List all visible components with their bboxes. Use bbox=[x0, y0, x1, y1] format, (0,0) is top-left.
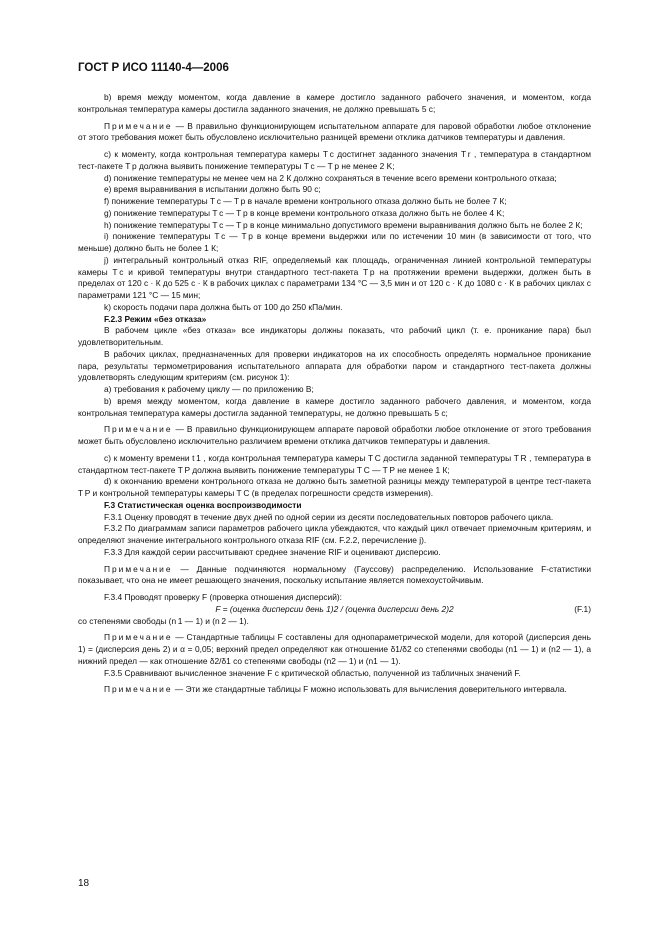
paragraph: h) понижение температуры T c — T p в конце минимально допустимого времени выравнивания должно быть не более 2 К; bbox=[104, 219, 583, 230]
page-number: 18 bbox=[78, 878, 90, 889]
paragraph: e) время выравнивания в испытании должно быть 90 с; bbox=[104, 184, 321, 195]
note-label: Примечание bbox=[104, 632, 173, 643]
paragraph: c) к моменту, когда контрольная температура камеры T c достигнет заданного значения T r , температура в стандартном тест-пакете T p должна выявить понижение температуры T c — T p не менее 2 K; bbox=[78, 149, 591, 171]
note-label: Примечание bbox=[104, 563, 173, 574]
note-text: — В правильно функционирующем аппарате паровой обработки любое отклонение от этого требования может быть обусловлено исключительно различием времени отклика датчиков температуры и давления. bbox=[78, 424, 591, 446]
paragraph: F.3.4 Проводят проверку F (проверка отношения дисперсий): bbox=[104, 592, 343, 602]
document-body bbox=[78, 92, 591, 696]
paragraph: В рабочем цикле «без отказа» все индикаторы должны показать, что рабочий цикл (т. е. проникание пара) был удовлетворительным. bbox=[78, 325, 591, 347]
note-text: — Данные подчиняются нормальному (Гауссову) распределению. Использование F-статистики показывает, что она не имеет решающего значения, поскольку испытание является помехоустойчивым. bbox=[78, 563, 591, 586]
paragraph: F.3.1 Оценку проводят в течение двух дней по одной серии из десяти последовательных повторов рабочего цикла. bbox=[104, 511, 554, 522]
section-heading: F.3 Статистическая оценка воспроизводимости bbox=[104, 499, 302, 510]
note-text: — Эти же стандартные таблицы F можно использовать для вычисления доверительного интервала. bbox=[172, 684, 567, 695]
paragraph: c) к моменту времени t 1 , когда контрольная температура камеры T C достигла заданной температуры T R , температура в стандартном тест-пакете T P должна выявить понижение температуры T C — T P не менее 1 К; bbox=[78, 452, 591, 475]
paragraph: d) к окончанию времени контрольного отказа не должно быть заметной разницы между температурой в центре тест-пакета T P и контрольной температуры камеры T C (в пределах погрешности средств измерения). bbox=[78, 476, 591, 498]
paragraph: F.3.5 Сравнивают вычисленное значение F с критической областью, полученной из табличных значений F. bbox=[104, 667, 521, 678]
page-header: ГОСТ Р ИСО 11140-4—2006 bbox=[78, 62, 229, 74]
paragraph: i) понижение температуры T c — T p в конце времени выдержки или по истечении 10 мин (в зависимости от того, что меньше) должно быть не более 1 К; bbox=[78, 231, 591, 253]
paragraph: со степенями свободы (n 1 — 1) и (n 2 — 1). bbox=[78, 615, 249, 626]
section-heading: F.2.3 Режим «без отказа» bbox=[104, 313, 207, 324]
note-label: Примечание bbox=[104, 120, 173, 131]
paragraph: j) интегральный контрольный отказ RIF, определяемый как площадь, ограниченная линией контрольной температуры камеры T c и кривой температуры внутри стандартного тест-пакета T p на протяжении времени выдержки, должен быть в пределах от 120 с · К до 525 с · К в рабочих циклах с параметрами 134 °C — 3,5 мин и от 120 с · К до 1080 с · К в рабочих циклах с параметрами 121 °C — 15 мин; bbox=[78, 254, 591, 300]
formula-text: F = (оценка дисперсии день 1)2 / (оценка дисперсии день 2)2 bbox=[215, 603, 454, 614]
paragraph: d) понижение температуры не менее чем на 2 К должно сохраняться в течение всего времени контрольного отказа; bbox=[104, 172, 557, 183]
paragraph: a) требования к рабочему циклу — по приложению В; bbox=[104, 384, 314, 394]
paragraph: В рабочих циклах, предназначенных для проверки индикаторов на их способность определять нормальное проникание пара, результаты термометрирования испытательного аппарата для обработки паром и стандартного тест-пакета должны удовлетворять следующим критериям (см. рисунок 1): bbox=[78, 348, 591, 383]
note bbox=[78, 632, 591, 667]
paragraph: b) время между моментом, когда давление в камере достигло заданного рабочего значения, и моментом, когда контрольная температура камеры достигла заданного значения, не должно превышать 5 с; bbox=[78, 92, 591, 114]
paragraph: k) скорость подачи пара должна быть от 100 до 250 кПа/мин. bbox=[104, 301, 343, 312]
paragraph: F.3.3 Для каждой серии рассчитывают среднее значение RIF и оценивают дисперсию. bbox=[104, 546, 441, 557]
note-text: — Стандартные таблицы F составлены для однопараметрической модели, для которой (дисперсия день 1) = (дисперсия день 2) и α = 0,05; верхний предел определяют как отношение δ1/δ2 со степенями свободы (n1 — 1) и (n2 — 1), а нижний предел — как отношение δ2/δ1 со степенями свободы (n2 — 1) и (n1 — 1). bbox=[78, 632, 591, 666]
note-label: Примечание bbox=[104, 684, 173, 695]
formula bbox=[78, 604, 591, 616]
note-text: — В правильно функционирующем испытательном аппарате для паровой обработки любое отклонение от этого требования может быть обусловлено исключительно разницей времени отклика датчиков температуры и давления. bbox=[78, 120, 591, 143]
paragraph: b) время между моментом, когда давление в камере достигло заданного рабочего давления, и моментом, когда контрольная температура камеры достигла заданной температуры, не должно превышать 5 с; bbox=[78, 395, 591, 418]
note bbox=[78, 564, 591, 588]
note-label: Примечание bbox=[104, 424, 173, 435]
note bbox=[78, 424, 591, 448]
paragraph: F.3.2 По диаграммам записи параметров рабочего цикла убеждаются, что каждый цикл отвечает приемочным критериям, и определяют значение интегрального контрольного отказа RIF (см. F.2.2, перечисление j). bbox=[78, 523, 591, 545]
paragraph: f) понижение температуры T c — T p в начале времени контрольного отказа должно быть не более 7 К; bbox=[104, 196, 507, 206]
paragraph: g) понижение температуры T c — T p в конце времени контрольного отказа должно быть не более 4 K; bbox=[104, 207, 505, 218]
note bbox=[78, 684, 591, 696]
formula-number: (F.1) bbox=[574, 603, 591, 614]
note bbox=[78, 121, 591, 145]
